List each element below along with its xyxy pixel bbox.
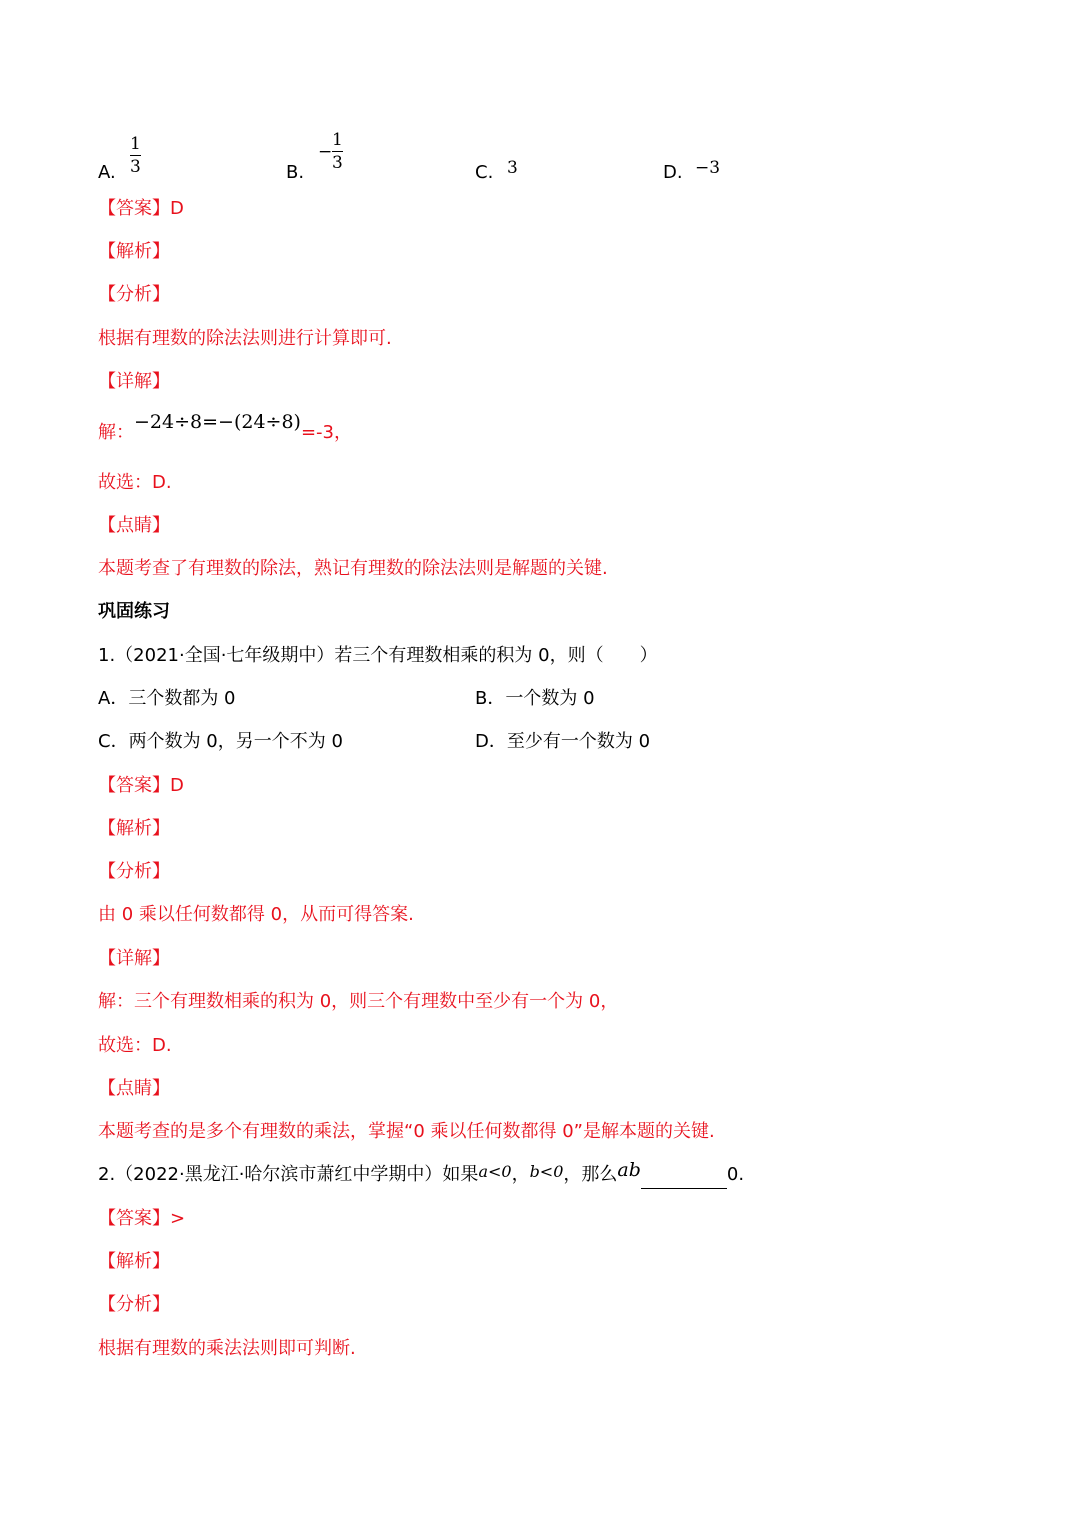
fenxi-text: 根据有理数的乘法法则即可判断. (98, 1338, 356, 1359)
solution-line (98, 411, 352, 454)
fenxi-text: 根据有理数的除法法则进行计算即可. (98, 328, 392, 349)
question-2-stem (98, 1160, 744, 1192)
detail-label: 【详解】 (98, 948, 170, 969)
fraction: 1 3 (332, 130, 343, 173)
answer-label: 【答案】D (98, 775, 184, 796)
option-letter: D. (663, 162, 683, 183)
q2-expr: ab (617, 1159, 641, 1181)
option-value: 3 (507, 158, 518, 178)
q2-stem-prefix: 2.（2022·黑龙江·哈尔滨市萧红中学期中）如果 (98, 1164, 479, 1185)
option-letter: C. (475, 162, 494, 183)
q2-then: ，那么 (563, 1164, 618, 1185)
dianjing-text: 本题考查了有理数的除法，熟记有理数的除法法则是解题的关键. (98, 558, 608, 579)
choice-line: 故选：D. (98, 1035, 172, 1056)
analysis-label: 【解析】 (98, 818, 170, 839)
solution-suffix: =-3， (300, 422, 352, 443)
option-letter: B. (286, 162, 305, 183)
q1-option-a: A．三个数都为 0 (98, 688, 236, 709)
detail-label: 【详解】 (98, 371, 170, 392)
fenxi-label: 【分析】 (98, 861, 170, 882)
analysis-label: 【解析】 (98, 1251, 170, 1272)
fenxi-label: 【分析】 (98, 1294, 170, 1315)
fenxi-label: 【分析】 (98, 284, 170, 305)
fraction: 1 3 (130, 134, 141, 177)
solution-line: 解：三个有理数相乘的积为 0，则三个有理数中至少有一个为 0， (98, 991, 619, 1012)
section-title: 巩固练习 (98, 601, 170, 622)
option-value: −3 (695, 158, 721, 178)
analysis-label: 【解析】 (98, 241, 170, 262)
q2-tail: 0. (726, 1164, 745, 1185)
dianjing-label: 【点睛】 (98, 1078, 170, 1099)
q1-option-b: B．一个数为 0 (475, 688, 595, 709)
choice-line: 故选：D. (98, 472, 172, 493)
q2-cond-a: a<0 (478, 1162, 512, 1181)
question-1-stem: 1.（2021·全国·七年级期中）若三个有理数相乘的积为 0，则（ ） (98, 645, 658, 666)
fenxi-text: 由 0 乘以任何数都得 0，从而可得答案. (98, 904, 414, 925)
option-letter: A. (98, 162, 116, 183)
dianjing-text: 本题考查的是多个有理数的乘法，掌握“0 乘以任何数都得 0”是解本题的关键. (98, 1121, 715, 1142)
answer-label: 【答案】> (98, 1208, 186, 1229)
minus-sign: − (318, 142, 333, 162)
dianjing-label: 【点睛】 (98, 515, 170, 536)
answer-blank (641, 1166, 727, 1189)
solution-math: −24÷8=−(24÷8) (134, 411, 301, 433)
q2-cond-b: b<0 (529, 1162, 564, 1181)
q2-sep: ， (511, 1164, 530, 1185)
answer-label: 【答案】D (98, 198, 184, 219)
q1-option-c: C．两个数为 0，另一个不为 0 (98, 731, 343, 752)
q1-option-d: D．至少有一个数为 0 (475, 731, 651, 752)
solution-prefix: 解： (98, 422, 134, 443)
